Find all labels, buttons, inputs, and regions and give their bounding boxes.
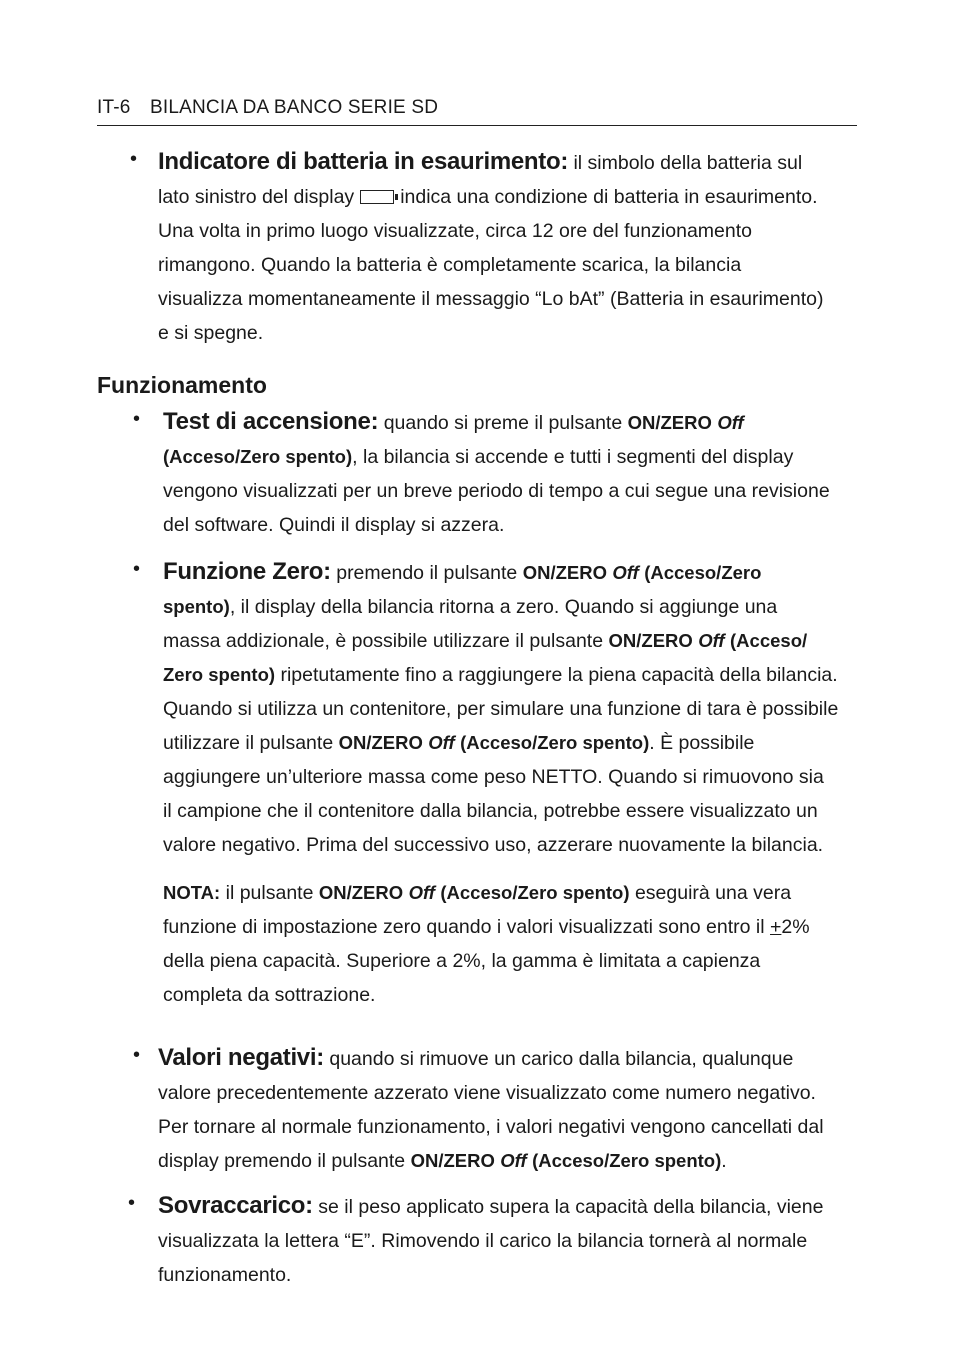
key-label: ON/ZERO bbox=[522, 562, 607, 583]
bullet: • bbox=[133, 1044, 141, 1066]
test-paragraph bbox=[163, 405, 863, 542]
text: vengono visualizzati per un breve periodo di tempo a cui segue una revisione bbox=[163, 480, 830, 502]
negative-paragraph bbox=[158, 1041, 868, 1178]
zero-paragraph bbox=[163, 555, 863, 862]
bullet: • bbox=[128, 1192, 136, 1214]
key-label: (Acceso/Zero spento) bbox=[460, 732, 650, 753]
text: , la bilancia si accende e tutti i segmenti del display bbox=[352, 446, 794, 468]
section-heading: Funzionamento bbox=[97, 372, 267, 398]
key-label: Zero spento) bbox=[163, 664, 276, 685]
text: , il display della bilancia ritorna a zero. Quando si aggiunge una bbox=[229, 596, 778, 618]
text: visualizzata la lettera “E”. Rimovendo il carico la bilancia tornerà al normale bbox=[158, 1230, 808, 1252]
note-paragraph bbox=[163, 876, 863, 1012]
text: aggiungere un’ulteriore massa come peso NETTO. Quando si rimuovono sia bbox=[163, 766, 824, 788]
key-label: Off bbox=[500, 1150, 527, 1171]
key-label: Off bbox=[428, 732, 455, 753]
bullet: • bbox=[133, 408, 141, 430]
text: utilizzare il pulsante bbox=[163, 732, 334, 754]
key-label: (Acceso/Zero spento) bbox=[532, 1150, 722, 1171]
page-number: IT-6 bbox=[97, 97, 131, 118]
key-label: (Acceso/Zero spento) bbox=[440, 882, 630, 903]
key-label: Off bbox=[717, 412, 744, 433]
key-label: (Acceso/Zero bbox=[644, 562, 762, 583]
text: completa da sottrazione. bbox=[163, 984, 376, 1006]
text: rimangono. Quando la batteria è completamente scarica, la bilancia bbox=[158, 254, 742, 276]
text: Quando si utilizza un contenitore, per simulare una funzione di tara è possibile bbox=[163, 698, 839, 720]
key-label: (Acceso/ bbox=[730, 630, 808, 651]
text: il campione che il contenitore dalla bilancia, potrebbe essere visualizzato un bbox=[163, 800, 818, 822]
overload-paragraph bbox=[158, 1189, 868, 1292]
test-term: Test di accensione: bbox=[163, 408, 379, 435]
note-label: NOTA: bbox=[163, 882, 221, 903]
key-label: Off bbox=[698, 630, 725, 651]
text: indica una condizione di batteria in esaurimento. bbox=[400, 186, 818, 208]
battery-paragraph bbox=[158, 145, 868, 350]
negative-term: Valori negativi: bbox=[158, 1044, 324, 1071]
text: eseguirà una vera bbox=[634, 882, 792, 904]
text: lato sinistro del display bbox=[158, 186, 355, 208]
text: il simbolo della batteria sul bbox=[573, 152, 803, 174]
text: . bbox=[721, 1150, 727, 1172]
key-label: spento) bbox=[163, 596, 230, 617]
text: Per tornare al normale funzionamento, i valori negativi vengono cancellati dal bbox=[158, 1116, 824, 1138]
key-label: ON/ZERO bbox=[627, 412, 712, 433]
overload-term: Sovraccarico: bbox=[158, 1192, 313, 1219]
text: valore precedentemente azzerato viene visualizzato come numero negativo. bbox=[158, 1082, 816, 1104]
key-label: Off bbox=[612, 562, 639, 583]
text: il pulsante bbox=[225, 882, 314, 904]
battery-icon bbox=[360, 190, 394, 204]
key-label: ON/ZERO bbox=[318, 882, 404, 903]
document-title: BILANCIA DA BANCO SERIE SD bbox=[150, 97, 439, 118]
key-label: ON/ZERO bbox=[338, 732, 423, 753]
text: quando si preme il pulsante bbox=[383, 412, 623, 434]
text: massa addizionale, è possibile utilizzare il pulsante bbox=[163, 630, 604, 652]
text: del software. Quindi il display si azzera. bbox=[163, 514, 505, 536]
text: valore negativo. Prima del successivo uso, azzerare nuovamente la bilancia. bbox=[163, 834, 824, 856]
battery-term: Indicatore di batteria in esaurimento: bbox=[158, 148, 569, 175]
bullet: • bbox=[130, 148, 138, 170]
bullet: • bbox=[133, 558, 141, 580]
text: . È possibile bbox=[649, 732, 755, 754]
text: ripetutamente fino a raggiungere la piena capacità della bilancia. bbox=[280, 664, 838, 686]
text: funzione di impostazione zero quando i valori visualizzati sono entro il bbox=[163, 916, 765, 938]
text: della piena capacità. Superiore a 2%, la gamma è limitata a capienza bbox=[163, 950, 761, 972]
key-label: Off bbox=[408, 882, 435, 903]
text: Una volta in primo luogo visualizzate, circa 12 ore del funzionamento bbox=[158, 220, 752, 242]
text: funzionamento. bbox=[158, 1264, 292, 1286]
text: e si spegne. bbox=[158, 322, 264, 344]
key-label: ON/ZERO bbox=[410, 1150, 495, 1171]
key-label: (Acceso/Zero spento) bbox=[163, 446, 353, 467]
key-label: ON/ZERO bbox=[608, 630, 693, 651]
zero-term: Funzione Zero: bbox=[163, 558, 331, 585]
text: 2% bbox=[781, 916, 810, 938]
page-header bbox=[97, 97, 857, 126]
text: display premendo il pulsante bbox=[158, 1150, 406, 1172]
text: visualizza momentaneamente il messaggio “Lo bAt” (Batteria in esaurimento) bbox=[158, 288, 824, 310]
plus-minus-sign: + bbox=[770, 916, 782, 938]
text: quando si rimuove un carico dalla bilancia, qualunque bbox=[329, 1048, 794, 1070]
text: se il peso applicato supera la capacità della bilancia, viene bbox=[318, 1196, 824, 1218]
text: premendo il pulsante bbox=[336, 562, 518, 584]
